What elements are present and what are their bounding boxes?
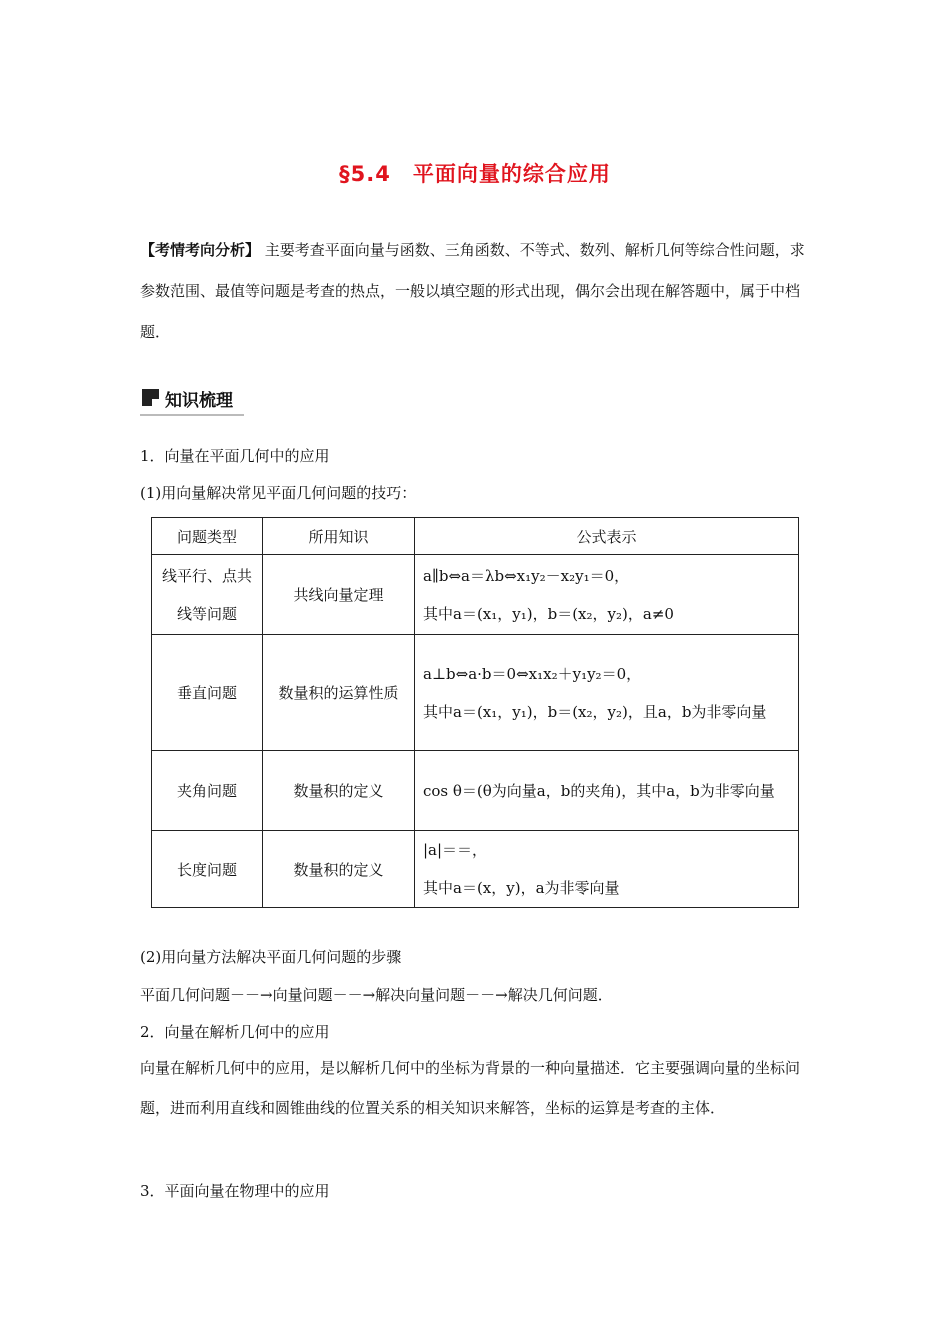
table-row: [152, 751, 799, 831]
intro-label: 【考情考向分析】: [140, 241, 261, 259]
table-cell-knowledge: 数量积的定义: [263, 751, 415, 831]
table-cell-formula: [415, 751, 799, 831]
sub-1-heading: (1)用向量解决常见平面几何问题的技巧：: [140, 484, 417, 502]
table-header-cell: 公式表示: [415, 518, 799, 555]
table-cell-formula: [415, 555, 799, 635]
formula-line: |a|＝＝，: [423, 841, 488, 859]
formula-line: a∥b⇔a＝λb⇔x₁y₂－x₂y₁＝0，: [423, 566, 630, 585]
section-heading: [140, 384, 244, 416]
table-cell-type: 线平行、点共线等问题: [152, 555, 263, 635]
formula-line: 其中a＝(x，y)，a为非零向量: [423, 879, 620, 897]
table-cell-knowledge: 共线向量定理: [263, 555, 415, 635]
formula-line: 其中a＝(x₁，y₁)，b＝(x₂，y₂)，a≠0: [423, 604, 674, 623]
table-cell-type: 长度问题: [152, 831, 263, 908]
table-row: [152, 831, 799, 908]
methods-table: [151, 517, 799, 908]
page-title: §5.4 平面向量的综合应用: [339, 162, 611, 186]
item-3-heading: 3．平面向量在物理中的应用: [140, 1182, 330, 1200]
table-cell-knowledge: 数量积的运算性质: [263, 635, 415, 751]
steps-line: 平面几何问题－－→向量问题－－→解决向量问题－－→解决几何问题．: [140, 986, 613, 1004]
sub-2-heading: (2)用向量方法解决平面几何问题的步骤: [140, 948, 402, 966]
table-header-row: [152, 518, 799, 555]
table-header-cell: 所用知识: [263, 518, 415, 555]
section-heading-text: 知识梳理: [165, 391, 233, 411]
item-2-paragraph: 向量在解析几何中的应用，是以解析几何中的坐标为背景的一种向量描述．它主要强调向量的坐标问题，进而利用直线和圆锥曲线的位置关系的相关知识来解答，坐标的运算是考查的主体．: [140, 1059, 801, 1117]
table-cell-knowledge: 数量积的定义: [263, 831, 415, 908]
table-cell-formula: [415, 635, 799, 751]
table-row: [152, 555, 799, 635]
intro-text: 主要考查平面向量与函数、三角函数、不等式、数列、解析几何等综合性问题，求参数范围、最值等问题是考查的热点，一般以填空题的形式出现，偶尔会出现在解答题中，属于中档题．: [140, 241, 805, 341]
table-cell-type: 夹角问题: [152, 751, 263, 831]
intro-paragraph: [140, 230, 812, 353]
formula-line: a⊥b⇔a·b＝0⇔x₁x₂＋y₁y₂＝0，: [423, 664, 642, 683]
section-marker-icon: [142, 389, 159, 406]
table-cell-formula: [415, 831, 799, 908]
table-header-cell: 问题类型: [152, 518, 263, 555]
table-row: [152, 635, 799, 751]
table-cell-type: 垂直问题: [152, 635, 263, 751]
item-2-heading: 2．向量在解析几何中的应用: [140, 1023, 330, 1041]
formula-line: cos θ＝(θ为向量a，b的夹角)，其中a，b为非零向量: [423, 781, 775, 800]
item-1-heading: 1．向量在平面几何中的应用: [140, 447, 330, 465]
formula-line: 其中a＝(x₁，y₁)，b＝(x₂，y₂)，且a，b为非零向量: [423, 702, 767, 721]
